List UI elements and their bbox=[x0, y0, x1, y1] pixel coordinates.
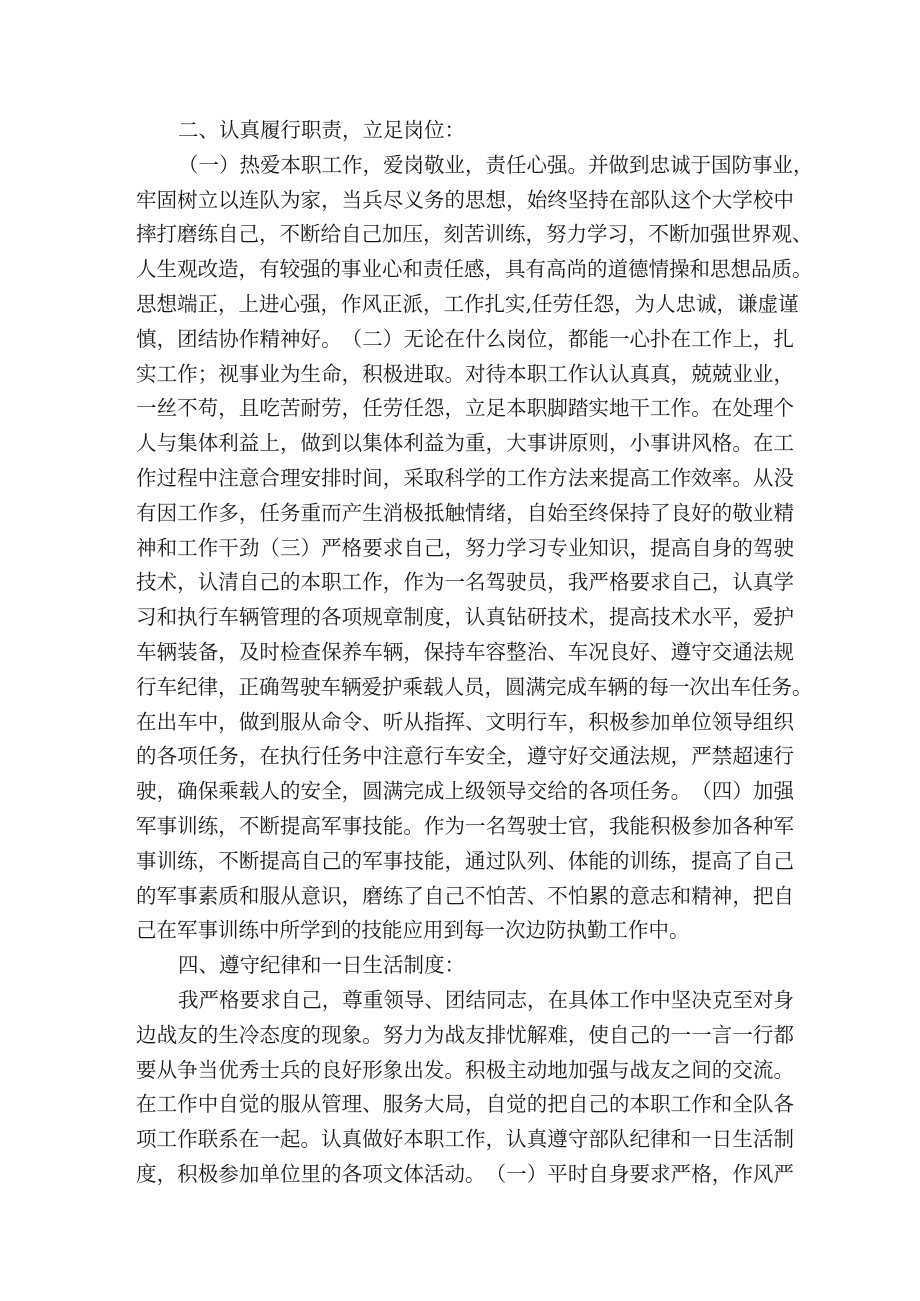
paragraph-line: 慎 ， 团 结 协 作 精 神 好 。 （ 二 ） 无 论 在 什 么 岗 位 ， 都 能 一 心 扑 在 工 作 上 ， 扎 bbox=[136, 326, 794, 351]
paragraph-line: 牢 固 树 立 以 连 队 为 家 ， 当 兵 尽 义 务 的 思 想 ， 始 终 坚 持 在 部 队 这 个 大 学 校 中 bbox=[136, 187, 794, 212]
document-body bbox=[0, 113, 920, 1192]
paragraph-line: 一 丝 不 苟 ， 且 吃 苦 耐 劳 ， 任 劳 任 怨 ， 立 足 本 职 脚 踏 实 地 干 工 作 。 在 处 理 个 bbox=[136, 396, 794, 421]
paragraph-line: 事 训 练 ， 不 断 提 高 自 己 的 军 事 技 能 ， 通 过 队 列 、 体 能 的 训 练 ， 提 高 了 自 己 bbox=[136, 848, 794, 873]
paragraph-line: 的 各 项 任 务 ， 在 执 行 任 务 中 注 意 行 车 安 全 ， 遵 守 好 交 通 法 规 ， 严 禁 超 速 行 bbox=[136, 744, 794, 769]
paragraph-line: 我 严 格 要 求 自 己 ， 尊 重 领 导 、 团 结 同 志 ， 在 具 体 工 作 中 坚 决 克 至 对 身 bbox=[178, 987, 794, 1012]
paragraph-line: 度 ， 积 极 参 加 单 位 里 的 各 项 文 体 活 动 。 （ 一 ） 平 时 自 身 要 求 严 格 ， 作 风 严 bbox=[136, 1161, 794, 1186]
section-heading: 四、遵守纪律和一日生活制度： bbox=[178, 953, 465, 978]
paragraph-line: 神 和 工 作 干 劲 （ 三 ） 严 格 要 求 自 己 ， 努 力 学 习 专 业 知 识 ， 提 高 自 身 的 驾 驶 bbox=[136, 535, 794, 560]
paragraph-line: 要 从 争 当 优 秀 士 兵 的 良 好 形 象 出 发 。 积 极 主 动 地 加 强 与 战 友 之 间 的 交 流 。 bbox=[136, 1057, 794, 1082]
section-heading: 二、认真履行职责，立足岗位： bbox=[178, 118, 465, 142]
paragraph-line: 技 术 ， 认 清 自 己 的 本 职 工 作 ， 作 为 一 名 驾 驶 员 ， 我 严 格 要 求 自 己 ， 认 真 学 bbox=[136, 570, 794, 595]
paragraph-line: 人 与 集 体 利 益 上 ， 做 到 以 集 体 利 益 为 重 ， 大 事 讲 原 则 ， 小 事 讲 风 格 。 在 工 bbox=[136, 431, 794, 456]
paragraph-line: 行 车 纪 律 ， 正 确 驾 驶 车 辆 爱 护 乘 载 人 员 ， 圆 满 完 成 车 辆 的 每 一 次 出 车 任 务 。 bbox=[136, 674, 813, 699]
paragraph-line: 军 事 训 练 ， 不 断 提 高 军 事 技 能 。 作 为 一 名 驾 驶 士 官 ， 我 能 积 极 参 加 各 种 军 bbox=[136, 813, 794, 838]
paragraph-line: 摔 打 磨 练 自 己 ， 不 断 给 自 己 加 压 ， 刻 苦 训 练 ， 努 力 学 习 ， 不 断 加 强 世 界 观 、 bbox=[136, 222, 813, 247]
paragraph-line: 有 因 工 作 多 ， 任 务 重 而 产 生 消 极 抵 触 情 绪 ， 自 始 至 终 保 持 了 良 好 的 敬 业 精 bbox=[136, 500, 794, 525]
paragraph-line: （ 一 ） 热 爱 本 职 工 作 ， 爱 岗 敬 业 ， 责 任 心 强 。 并 做 到 忠 诚 于 国 防 事 业 ， bbox=[178, 152, 814, 177]
paragraph-line: 人 生 观 改 造 ， 有 较 强 的 事 业 心 和 责 任 感 ， 具 有 高 尚 的 道 德 情 操 和 思 想 品 质 。 bbox=[136, 257, 813, 282]
paragraph-line: 实 工 作 ； 视 事 业 为 生 命 ， 积 极 进 取 。 对 待 本 职 工 作 认 认 真 真 ， 兢 兢 业 业 ， bbox=[136, 361, 794, 386]
paragraph-line: 作 过 程 中 注 意 合 理 安 排 时 间 ， 采 取 科 学 的 工 作 方 法 来 提 高 工 作 效 率 。 从 没 bbox=[136, 465, 794, 490]
paragraph-line: 的 军 事 素 质 和 服 从 意 识 ， 磨 练 了 自 己 不 怕 苦 、 不 怕 累 的 意 志 和 精 神 ， 把 自 bbox=[136, 883, 794, 908]
paragraph-line: 己在军事训练中所学到的技能应用到每一次边防执勤工作中。 bbox=[136, 918, 690, 943]
paragraph-line: 驶 ， 确 保 乘 载 人 的 安 全 ， 圆 满 完 成 上 级 领 导 交 给 的 各 项 任 务 。 （ 四 ） 加 强 bbox=[136, 779, 794, 804]
paragraph-line: 思 想 端 正 ， 上 进 心 强 ， 作 风 正 派 ， 工 作 扎 实 , 任 劳 任 怨 ， 为 人 忠 诚 ， 谦 虚 谨 bbox=[136, 291, 799, 316]
paragraph-line: 项 工 作 联 系 在 一 起 。 认 真 做 好 本 职 工 作 ， 认 真 遵 守 部 队 纪 律 和 一 日 生 活 制 bbox=[136, 1127, 794, 1152]
paragraph-line: 在 工 作 中 自 觉 的 服 从 管 理 、 服 务 大 局 ， 自 觉 的 把 自 己 的 本 职 工 作 和 全 队 各 bbox=[136, 1092, 794, 1117]
paragraph-line: 习 和 执 行 车 辆 管 理 的 各 项 规 章 制 度 ， 认 真 钻 研 技 术 ， 提 高 技 术 水 平 ， 爱 护 bbox=[136, 605, 794, 630]
paragraph-line: 在 出 车 中 ， 做 到 服 从 命 令 、 听 从 指 挥 、 文 明 行 车 ， 积 极 参 加 单 位 领 导 组 织 bbox=[136, 709, 794, 734]
paragraph-line: 边 战 友 的 生 冷 态 度 的 现 象 。 努 力 为 战 友 排 忧 解 难 ， 使 自 己 的 一 一 言 一 行 都 bbox=[136, 1022, 794, 1047]
paragraph-line: 车 辆 装 备 ， 及 时 检 查 保 养 车 辆 ， 保 持 车 容 整 治 、 车 况 良 好 、 遵 守 交 通 法 规 bbox=[136, 639, 794, 664]
